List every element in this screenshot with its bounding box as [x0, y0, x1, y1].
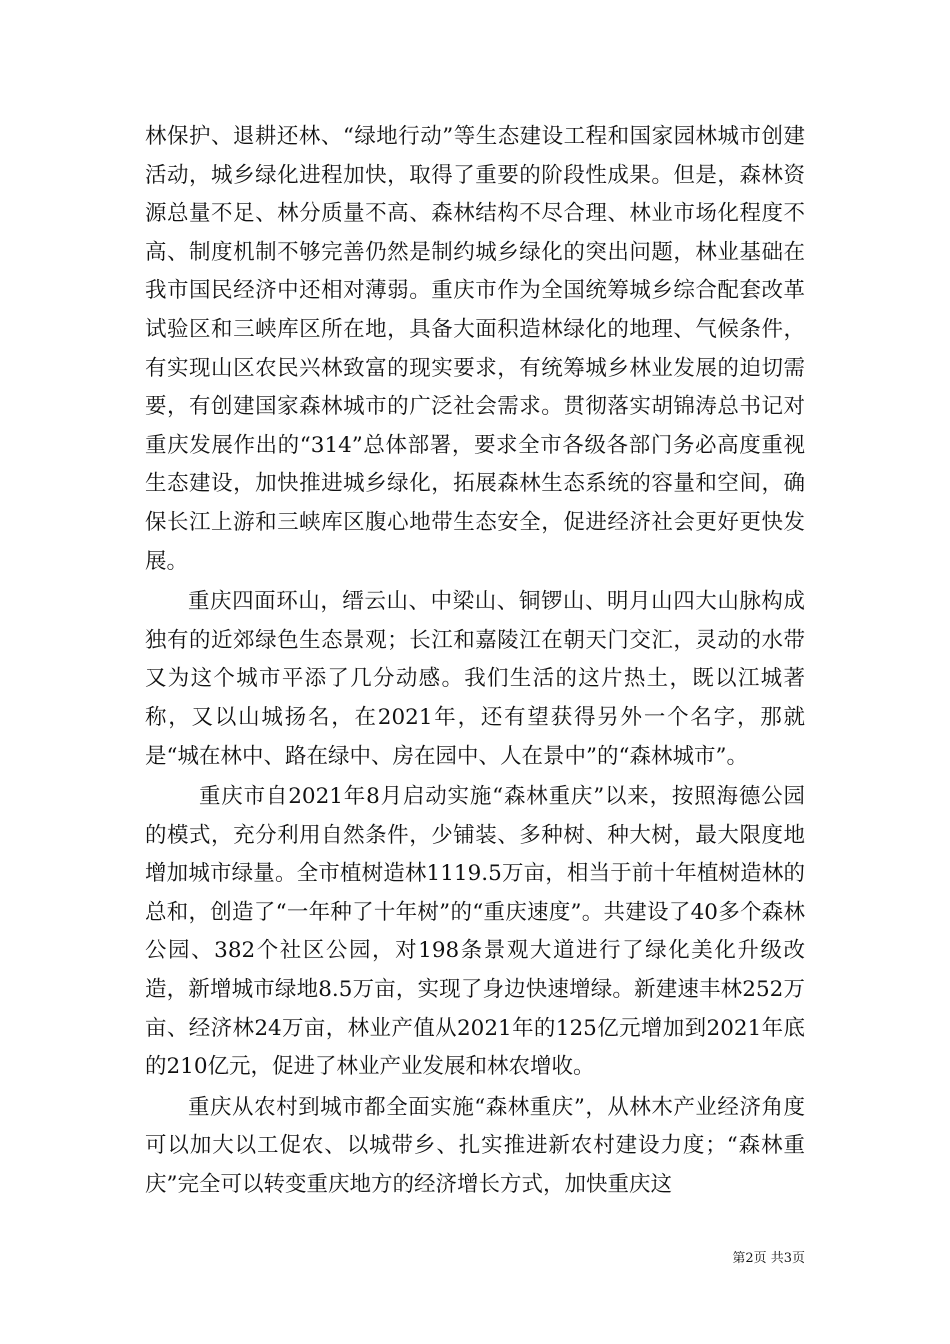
- paragraph-4: 重庆从农村到城市都全面实施“森林重庆”，从林木产业经济角度可以加大以工促农、以城带乡、扎实推进新农村建设力度；“森林重庆”完全可以转变重庆地方的经济增长方式，加快重庆这: [145, 1094, 805, 1198]
- paragraph-3: 重庆市自2021年8月启动实施“森林重庆”以来，按照海德公园的模式，充分利用自然条件，少铺装、多种树、种大树，最大限度地增加城市绿量。全市植树造林1119.5万亩，相当于前十年植树造林的总和，创造了“一年种了十年树”的“重庆速度”。共建设了40多个森林公园、382个社区公园，对198条景观大道进行了绿化美化升级改造，新增城市绿地8.5万亩，实现了身边快速增绿。新建速丰林252万亩、经济林24万亩，林业产值从2021年的125亿元增加到2021年底的210亿元，促进了林业产业发展和林农增收。: [145, 784, 805, 1080]
- document-body: [145, 118, 805, 1207]
- page-number-footer: 第2页 共3页: [732, 1251, 805, 1266]
- paragraph-1: 林保护、退耕还林、“绿地行动”等生态建设工程和国家园林城市创建活动，城乡绿化进程加快，取得了重要的阶段性成果。但是，森林资源总量不足、林分质量不高、森林结构不尽合理、林业市场化程度不高、制度机制不够完善仍然是制约城乡绿化的突出问题，林业基础在我市国民经济中还相对薄弱。重庆市作为全国统筹城乡综合配套改革试验区和三峡库区所在地，具备大面积造林绿化的地理、气候条件，有实现山区农民兴林致富的现实要求，有统筹城乡林业发展的迫切需要，有创建国家森林城市的广泛社会需求。贯彻落实胡锦涛总书记对重庆发展作出的“314”总体部署，要求全市各级各部门务必高度重视生态建设，加快推进城乡绿化，拓展森林生态系统的容量和空间，确保长江上游和三峡库区腹心地带生态安全，促进经济社会更好更快发展。: [145, 124, 805, 574]
- paragraph-2: 重庆四面环山，缙云山、中梁山、铜锣山、明月山四大山脉构成独有的近郊绿色生态景观；长江和嘉陵江在朝天门交汇，灵动的水带又为这个城市平添了几分动感。我们生活的这片热土，既以江城著称，又以山城扬名，在2021年，还有望获得另外一个名字，那就是“城在林中、路在绿中、房在园中、人在景中”的“森林城市”。: [145, 589, 805, 769]
